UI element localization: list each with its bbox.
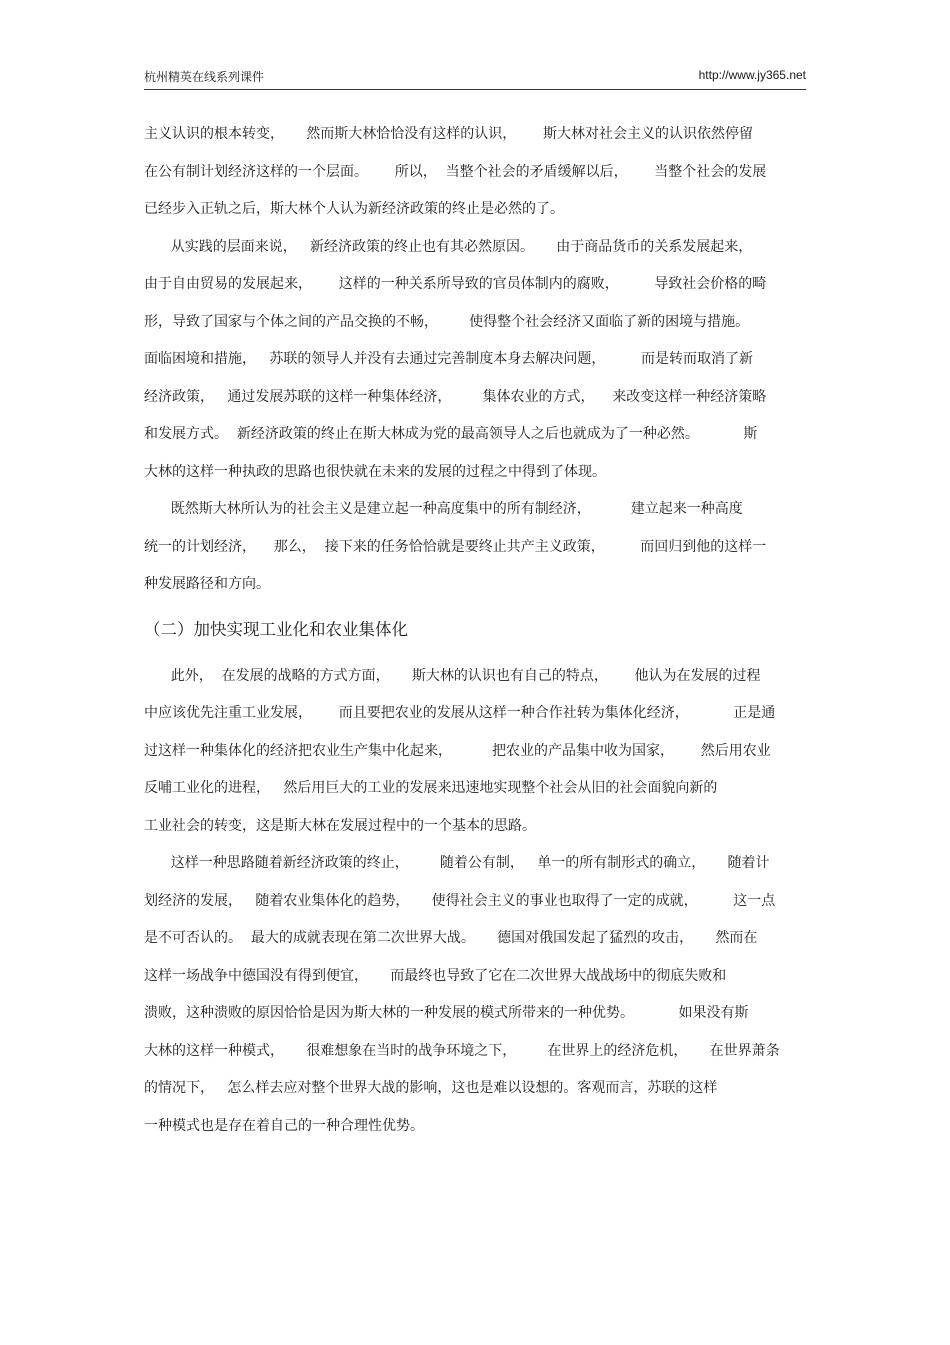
text-line: 和发展方式。 新经济政策的终止在斯大林成为党的最高领导人之后也就成为了一种必然。 斯 (144, 426, 758, 442)
text-line: 一种模式也是存在着自己的一种合理性优势。 (144, 1117, 424, 1134)
header-url[interactable]: http://www.jy365.net (698, 68, 806, 82)
text-line: 的情况下， 怎么样去应对整个世界大战的影响，这也是难以设想的。客观而言，苏联的这样 (144, 1080, 718, 1096)
text-line: 是不可否认的。 最大的成就表现在第二次世界大战。 德国对俄国发起了猛烈的攻击， 然而在 (144, 930, 758, 946)
text-line: 形，导致了国家与个体之间的产品交换的不畅， 使得整个社会经济又面临了新的困境与措施。 (144, 313, 750, 330)
text-line: 已经步入正轨之后，斯大林个人认为新经济政策的终止是必然的了。 (144, 201, 564, 217)
text-line: 反哺工业化的进程， 然后用巨大的工业的发展来迅速地实现整个社会从旧的社会面貌向新的 (144, 780, 718, 796)
text-line: 这样一种思路随着新经济政策的终止， 随着公有制， 单一的所有制形式的确立， 随着计 (144, 855, 770, 871)
text-line: 统一的计划经济， 那么， 接下来的任务恰恰就是要终止共产主义政策， 而回归到他的这样一 (144, 538, 767, 555)
text-line: 划经济的发展， 随着农业集体化的趋势， 使得社会主义的事业也取得了一定的成就， 这一点 (144, 892, 776, 909)
text-line: 既然斯大林所认为的社会主义是建立起一种高度集中的所有制经济， 建立起来一种高度 (144, 501, 743, 517)
text-line: 这样一场战争中德国没有得到便宜， 而最终也导致了它在二次世界大战战场中的彻底失败和 (144, 967, 727, 984)
text-line: 主义认识的根本转变， 然而斯大林恰恰没有这样的认识， 斯大林对社会主义的认识依然停留 (144, 126, 753, 142)
text-line: 经济政策， 通过发展苏联的这样一种集体经济， 集体农业的方式， 来改变这样一种经济策略 (144, 388, 767, 405)
text-line: 从实践的层面来说， 新经济政策的终止也有其必然原因。 由于商品货币的关系发展起来， (144, 238, 753, 255)
text-line: 大林的这样一种执政的思路也很快就在未来的发展的过程之中得到了体现。 (144, 463, 606, 480)
section-heading: （二）加快实现工业化和农业集体化 (144, 619, 408, 639)
text-line: 此外， 在发展的战略的方式方面， 斯大林的认识也有自己的特点， 他认为在发展的过程 (144, 667, 761, 684)
text-line: 溃败，这种溃败的原因恰恰是因为斯大林的一种发展的模式所带来的一种优势。 如果没有斯 (144, 1005, 749, 1021)
text-line: 大林的这样一种模式， 很难想象在当时的战争环境之下， 在世界上的经济危机， 在世界萧条 (144, 1042, 780, 1059)
text-line: 工业社会的转变，这是斯大林在发展过程中的一个基本的思路。 (144, 817, 536, 834)
header-divider (144, 89, 806, 90)
text-line: 中应该优先注重工业发展， 而且要把农业的发展从这样一种合作社转为集体化经济， 正是通 (144, 705, 776, 721)
text-line: 由于自由贸易的发展起来， 这样的一种关系所导致的官员体制内的腐败， 导致社会价格的畸 (144, 276, 767, 292)
header-course-title: 杭州精英在线系列课件 (144, 70, 265, 84)
document-body (144, 122, 806, 1151)
text-line: 种发展路径和方向。 (144, 576, 270, 592)
text-line: 在公有制计划经济这样的一个层面。 所以， 当整个社会的矛盾缓解以后， 当整个社会的发展 (144, 163, 767, 180)
page-header (144, 66, 806, 90)
text-line: 过这样一种集体化的经济把农业生产集中化起来， 把农业的产品集中收为国家， 然后用农业 (144, 742, 771, 759)
text-line: 面临困境和措施， 苏联的领导人并没有去通过完善制度本身去解决问题， 而是转而取消了新 (144, 351, 753, 367)
